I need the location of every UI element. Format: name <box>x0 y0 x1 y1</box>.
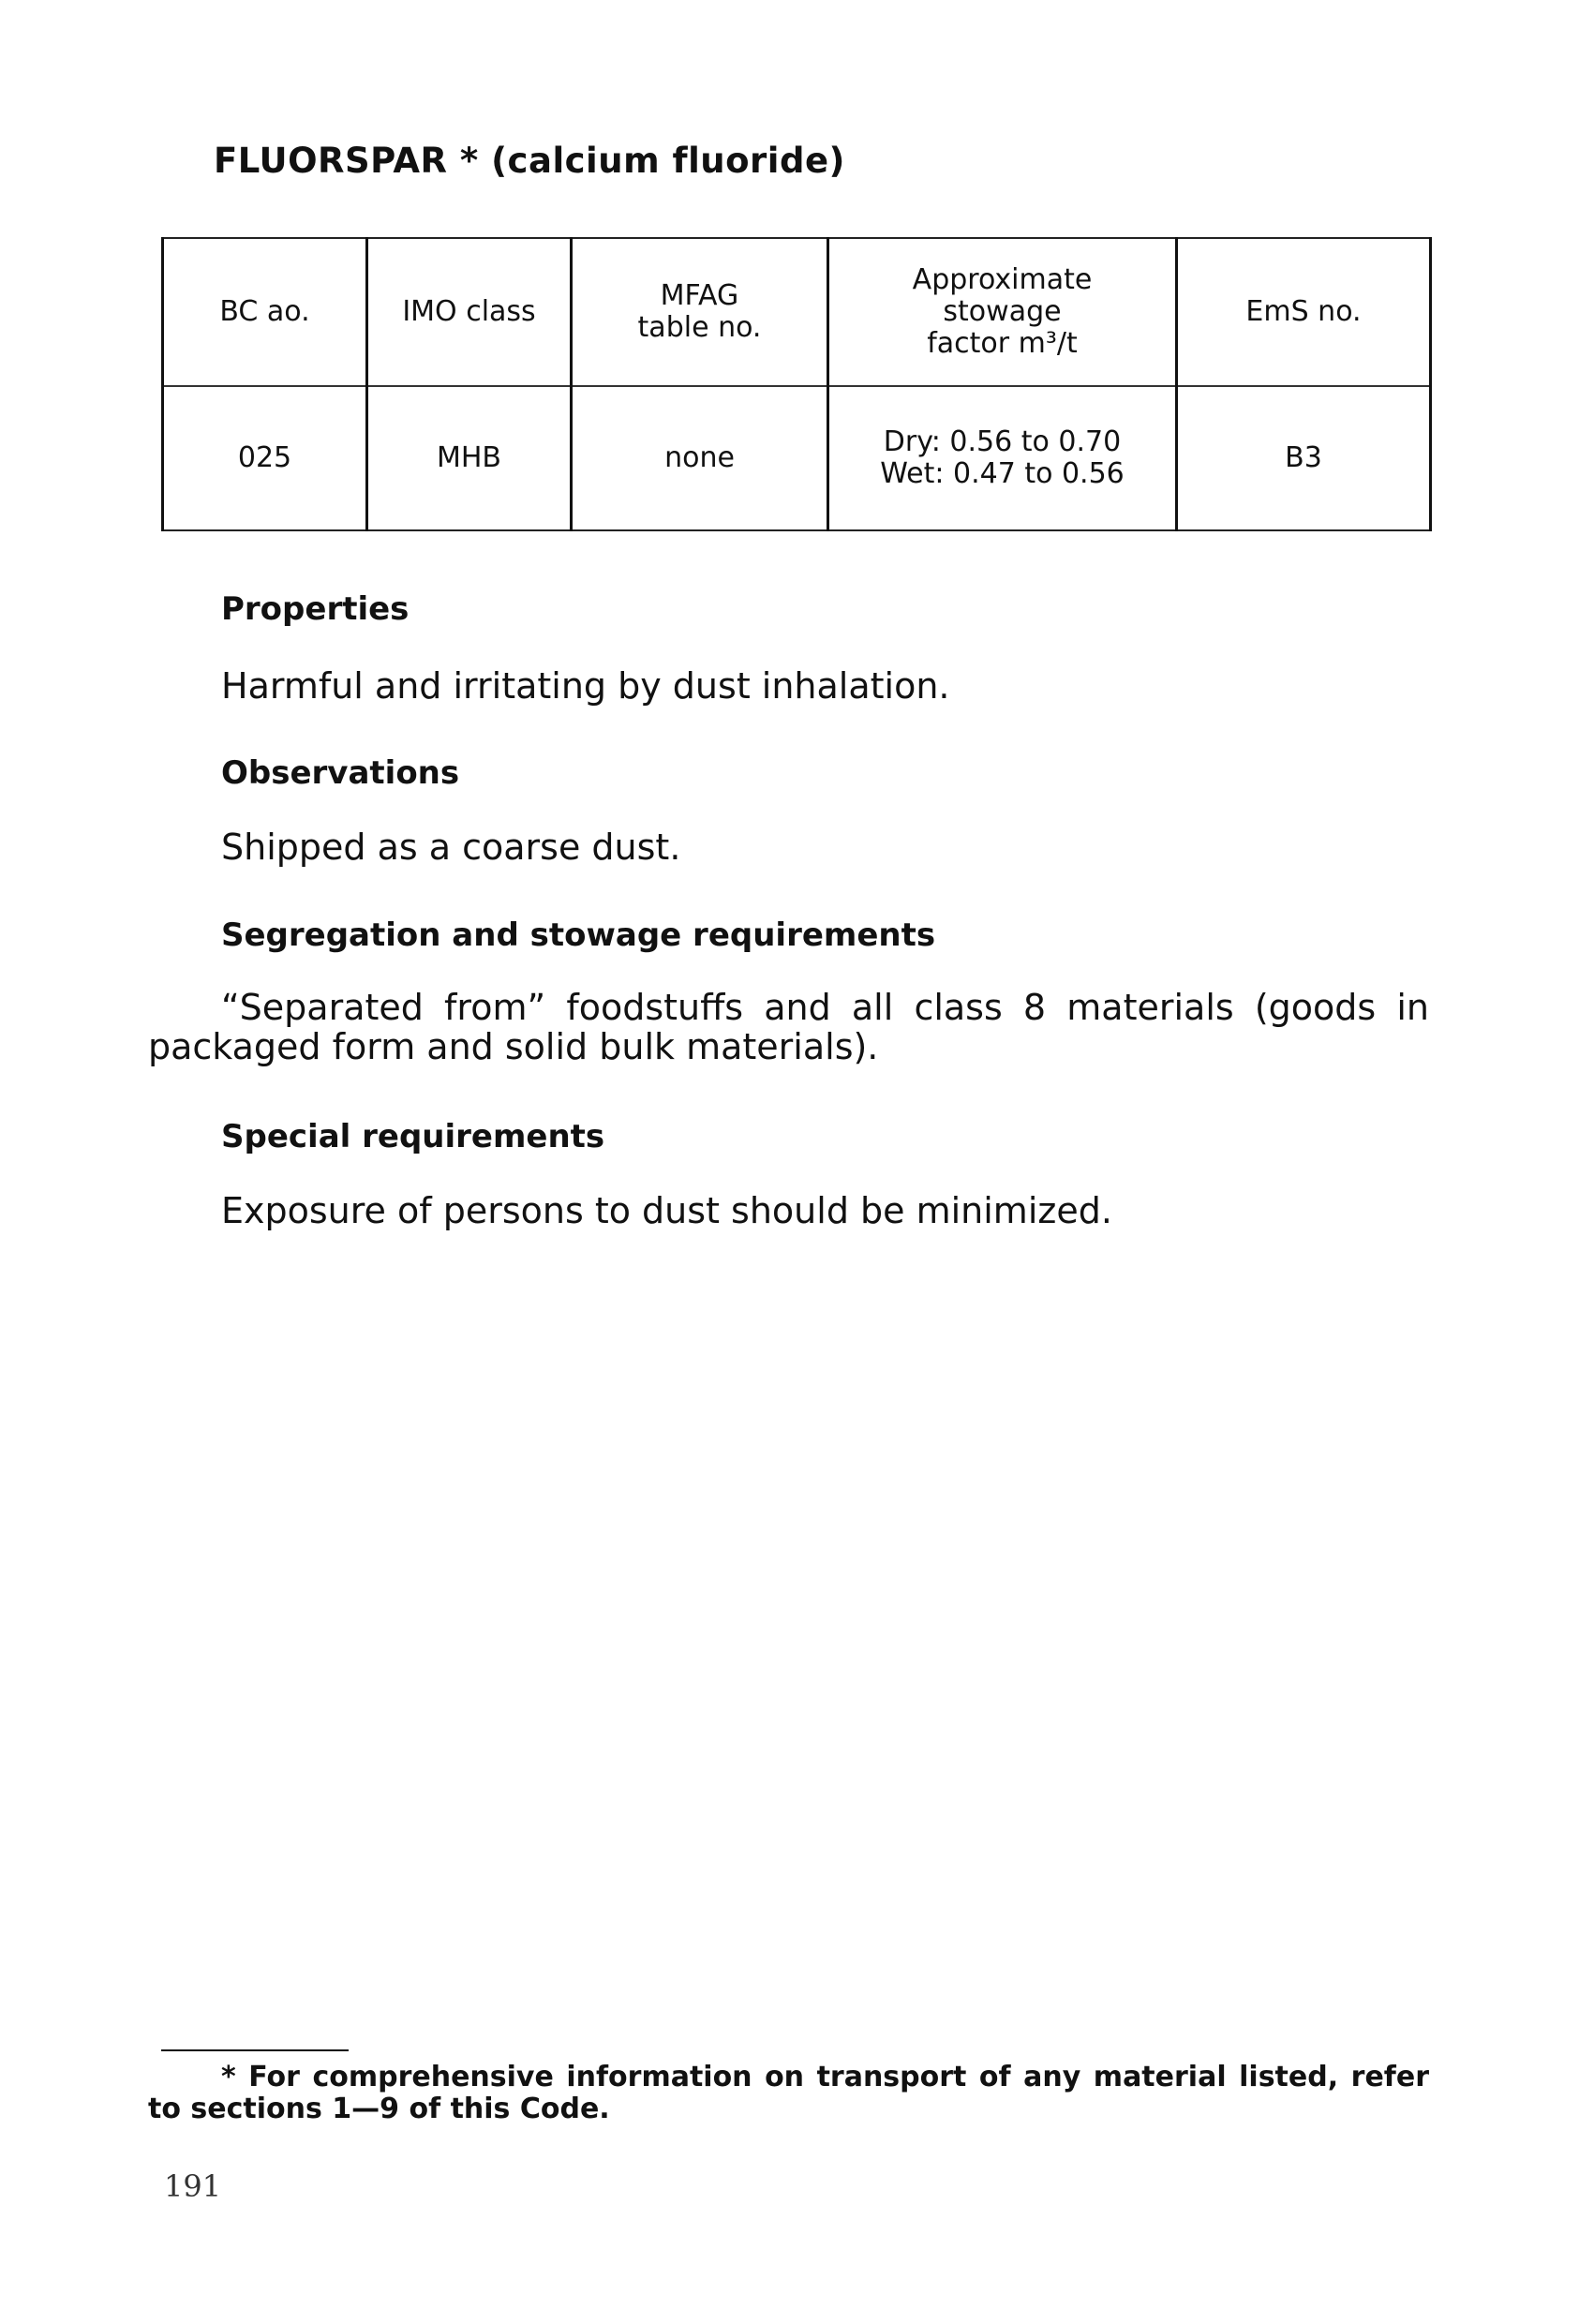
header-bc-no: BC ao. <box>163 238 367 386</box>
header-ems-no: EmS no. <box>1177 238 1431 386</box>
segregation-heading: Segregation and stowage requirements <box>221 916 936 954</box>
cell-mfag: none <box>572 386 828 530</box>
footnote-rule <box>161 2049 349 2051</box>
page-number: 191 <box>164 2168 222 2204</box>
header-mfag: MFAG table no. <box>572 238 828 386</box>
properties-heading: Properties <box>221 590 410 628</box>
footnote: * For comprehensive information on transport of any material listed, refer to sections 1—9 of this Code. <box>148 2061 1429 2125</box>
table-header-row <box>163 238 1431 386</box>
cell-stowage-factor: Dry: 0.56 to 0.70 Wet: 0.47 to 0.56 <box>828 386 1177 530</box>
header-imo-class: IMO class <box>367 238 572 386</box>
special-text: Exposure of persons to dust should be minimized. <box>221 1190 1112 1231</box>
page-title: FLUORSPAR * (calcium fluoride) <box>214 141 845 181</box>
segregation-text: “Separated from” foodstuffs and all class 8 materials (goods in packaged form and solid bulk materials). <box>148 987 1429 1067</box>
cell-ems-no: B3 <box>1177 386 1431 530</box>
cargo-data-table <box>161 237 1429 531</box>
table-row <box>163 386 1431 530</box>
observations-text: Shipped as a coarse dust. <box>221 827 681 868</box>
properties-text: Harmful and irritating by dust inhalation. <box>221 665 950 707</box>
observations-heading: Observations <box>221 754 460 792</box>
special-heading: Special requirements <box>221 1118 605 1155</box>
cell-bc-no: 025 <box>163 386 367 530</box>
header-stowage-factor: Approximate stowage factor m³/t <box>828 238 1177 386</box>
cell-imo-class: MHB <box>367 386 572 530</box>
